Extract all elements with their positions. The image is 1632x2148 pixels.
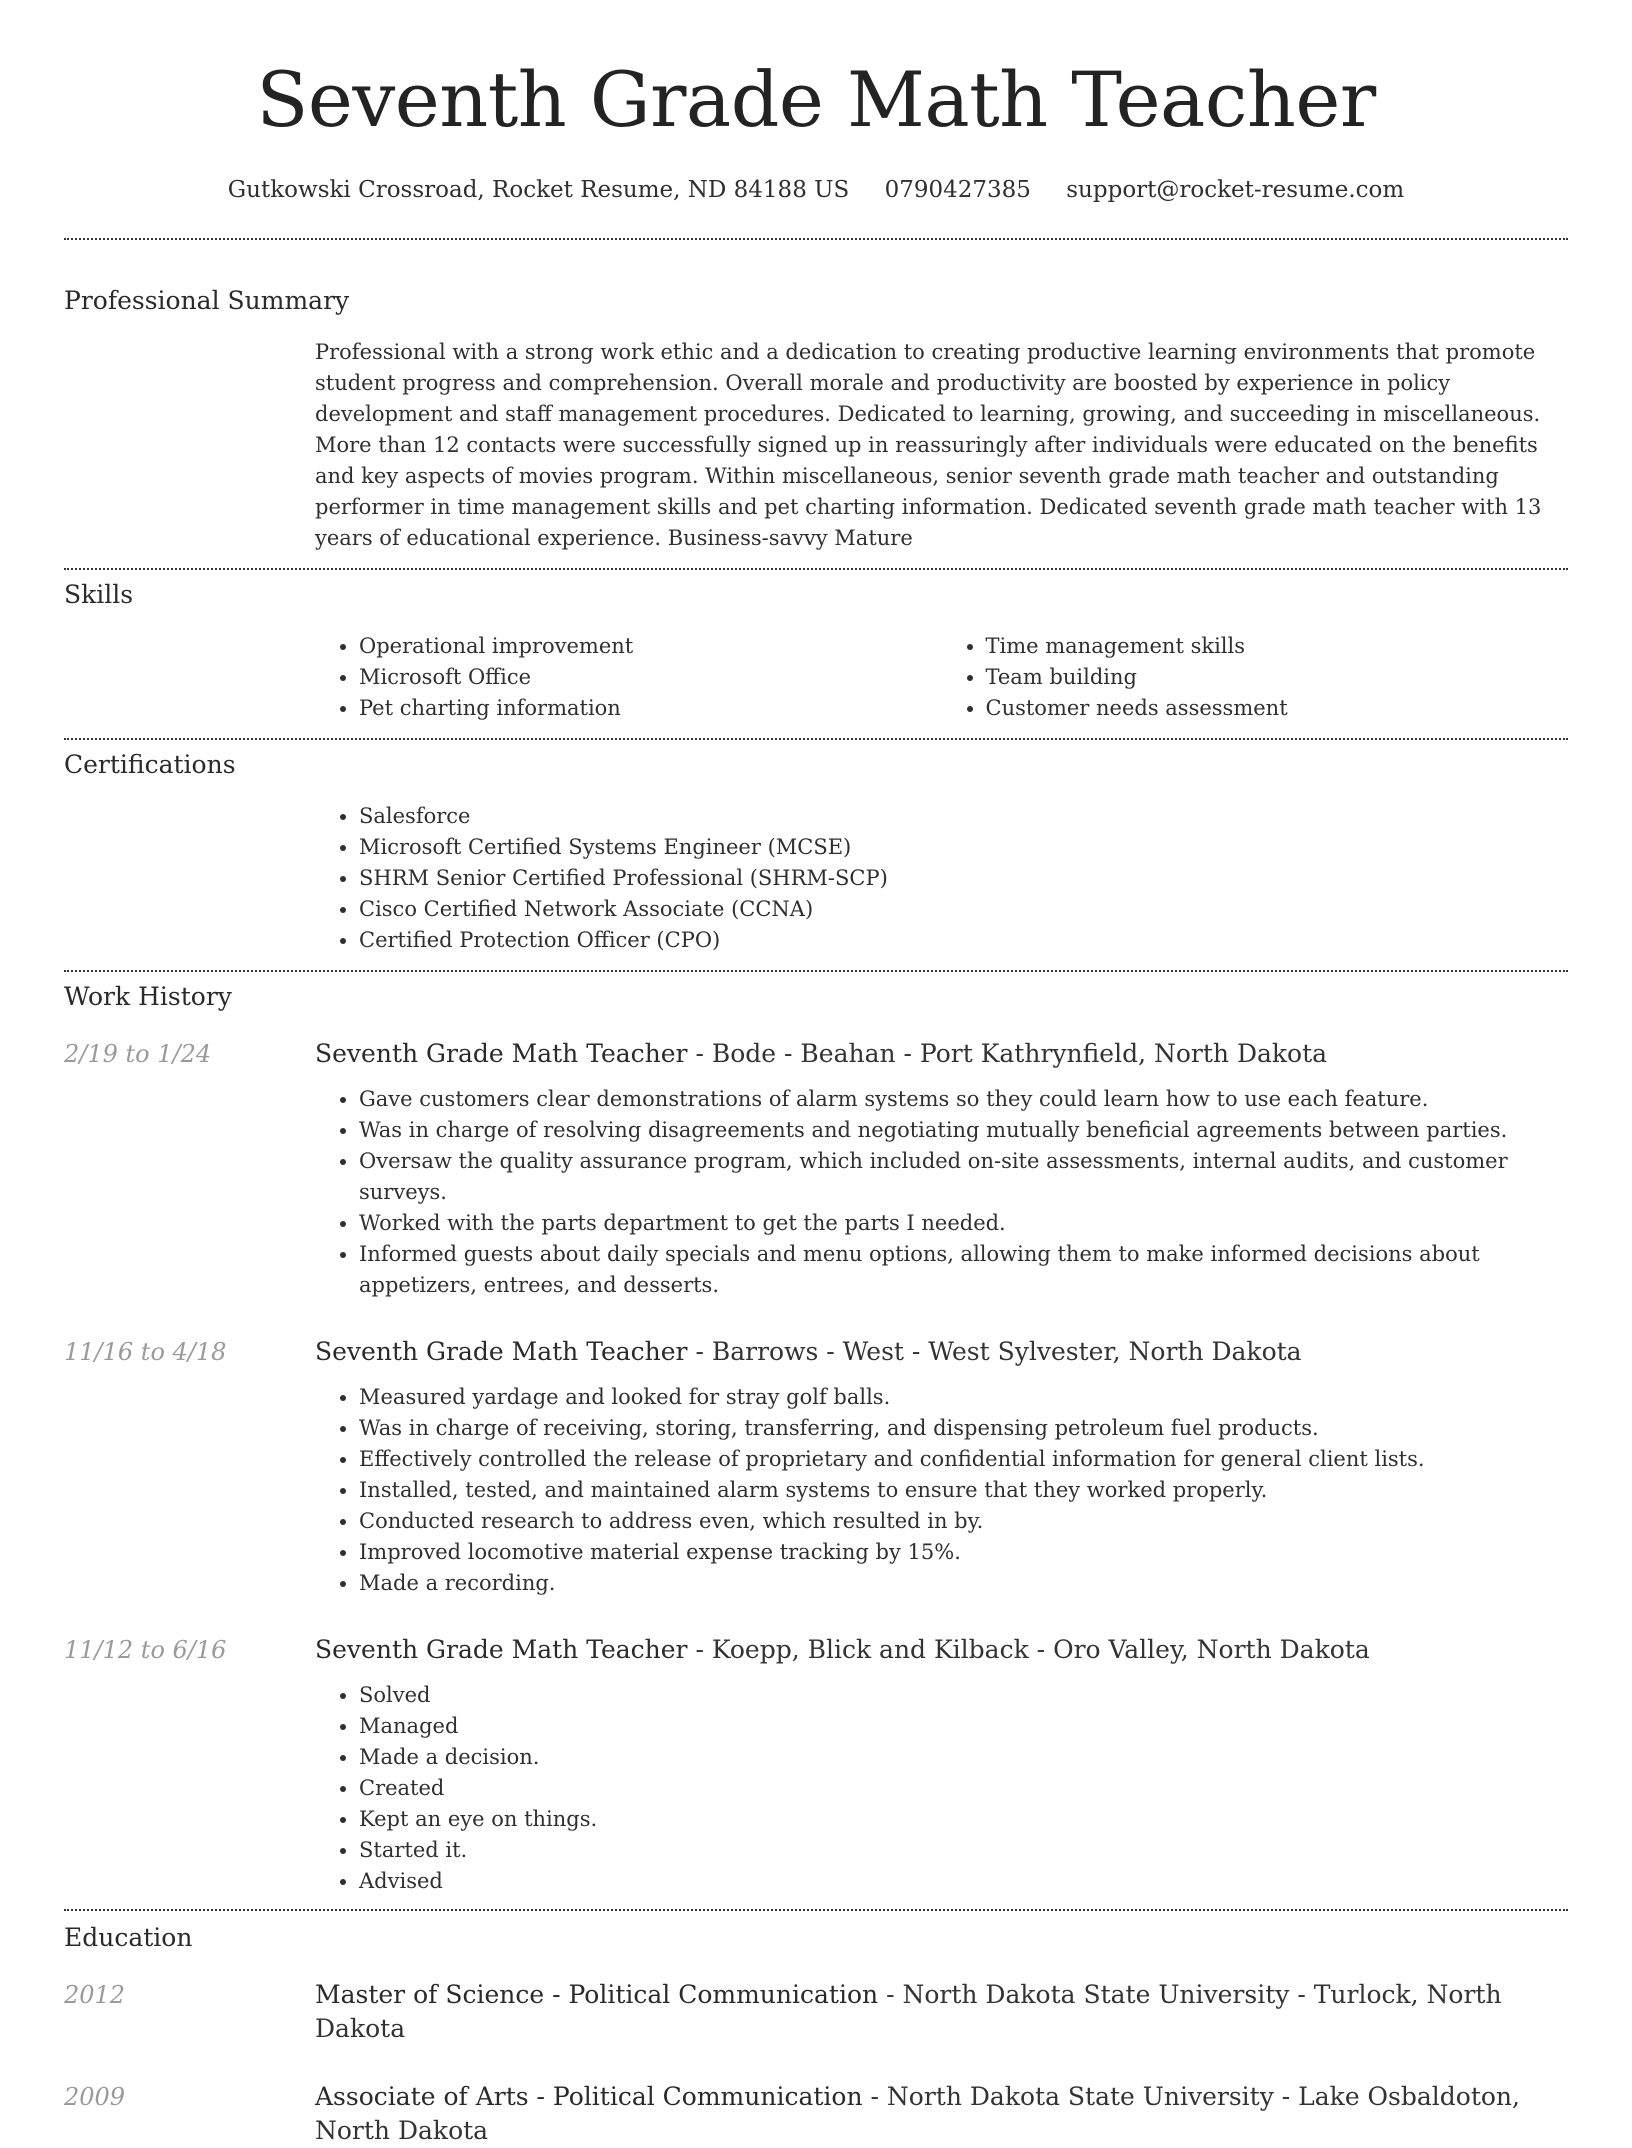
section-title-certifications: Certifications: [64, 750, 236, 779]
job-bullet: • Effectively controlled the release of proprietary and confidential information for general client lists.: [359, 1444, 1568, 1475]
job-company: - Koepp, Blick and Kilback - Oro Valley, North Dakota: [687, 1635, 1370, 1664]
job-heading: [315, 1335, 1568, 1369]
job-entry: [64, 1633, 1568, 1909]
job-dates: 11/16 to 4/18: [64, 1338, 227, 1366]
skills-list-right: [942, 631, 1569, 724]
job-bullet: • Worked with the parts department to get the parts I needed.: [359, 1208, 1568, 1239]
job-bullets: [315, 1680, 1568, 1897]
education-section: [64, 1911, 1568, 2148]
section-title-education: Education: [64, 1923, 193, 1952]
job-entry: [64, 1037, 1568, 1301]
education-heading: [315, 1978, 1568, 2046]
job-title: Seventh Grade Math Teacher: [315, 1039, 688, 1068]
contact-email: support@rocket-resume.com: [1066, 177, 1405, 203]
skill-item: • Time management skills: [986, 631, 1569, 662]
education-school: - North Dakota State University - Lake Osbaldoton, North Dakota: [315, 2082, 1520, 2145]
job-bullet: • Advised: [359, 1866, 1568, 1897]
education-entry: [64, 1978, 1568, 2046]
candidate-name: Seventh Grade Math Teacher: [256, 55, 1376, 144]
certification-item: • Microsoft Certified Systems Engineer (MCSE): [359, 832, 1568, 863]
education-degree: Master of Science - Political Communication: [315, 1980, 879, 2009]
contact-address: Gutkowski Crossroad, Rocket Resume, ND 84188 US: [227, 177, 850, 203]
education-year: 2009: [64, 2083, 126, 2111]
skills-grid: [315, 631, 1568, 738]
job-bullet: • Started it.: [359, 1835, 1568, 1866]
education-year: 2012: [64, 1981, 126, 2009]
certification-item: • Cisco Certified Network Associate (CCNA): [359, 894, 1568, 925]
job-bullet: • Installed, tested, and maintained alarm systems to ensure that they worked properly.: [359, 1475, 1568, 1506]
job-bullet: • Oversaw the quality assurance program, which included on-site assessments, internal audits, and customer surveys.: [359, 1146, 1568, 1208]
contact-line: [0, 174, 1632, 206]
summary-text: Professional with a strong work ethic and a dedication to creating productive learning environments that promote student progress and comprehension. Overall morale and productivity are boosted by experience in policy development and staff management procedures. Dedicated to learning, growing, and succeeding in miscellaneous. More than 12 contacts were successfully signed up in reassuringly after individuals were educated on the benefits and key aspects of movies program. Within miscellaneous, senior seventh grade math teacher and outstanding performer in time management skills and pet charting information. Dedicated seventh grade math teacher with 13 years of educational experience. Business-savvy Mature: [315, 340, 1542, 550]
certifications-section: [64, 740, 1568, 970]
job-company: - Bode - Beahan - Port Kathrynfield, North Dakota: [687, 1039, 1328, 1068]
education-degree: Associate of Arts - Political Communication: [315, 2082, 863, 2111]
job-dates: 11/12 to 6/16: [64, 1636, 227, 1664]
education-heading: [315, 2080, 1568, 2148]
job-bullet: • Kept an eye on things.: [359, 1804, 1568, 1835]
job-bullet: • Measured yardage and looked for stray golf balls.: [359, 1382, 1568, 1413]
job-entry: [64, 1335, 1568, 1599]
job-bullet: • Made a decision.: [359, 1742, 1568, 1773]
job-dates: 2/19 to 1/24: [64, 1040, 212, 1068]
job-heading: [315, 1037, 1568, 1071]
job-title: Seventh Grade Math Teacher: [315, 1635, 688, 1664]
job-bullet: • Solved: [359, 1680, 1568, 1711]
skill-item: • Pet charting information: [359, 693, 942, 724]
section-title-skills: Skills: [64, 580, 134, 609]
skills-section: [64, 570, 1568, 738]
skills-list-left: [315, 631, 942, 724]
certifications-list: [315, 801, 1568, 956]
job-bullet: • Was in charge of resolving disagreements and negotiating mutually beneficial agreements between parties.: [359, 1115, 1568, 1146]
job-bullet: • Informed guests about daily specials and menu options, allowing them to make informed decisions about appetizers, entrees, and desserts.: [359, 1239, 1568, 1301]
section-title-work: Work History: [64, 982, 232, 1011]
job-bullet: • Improved locomotive material expense tracking by 15%.: [359, 1537, 1568, 1568]
skill-item: • Team building: [986, 662, 1569, 693]
contact-phone: 0790427385: [884, 177, 1031, 203]
education-entry: [64, 2080, 1568, 2148]
job-bullet: • Created: [359, 1773, 1568, 1804]
job-heading: [315, 1633, 1568, 1667]
job-bullet: • Conducted research to address even, which resulted in by.: [359, 1506, 1568, 1537]
certification-item: • SHRM Senior Certified Professional (SHRM-SCP): [359, 863, 1568, 894]
job-company: - Barrows - West - West Sylvester, North Dakota: [687, 1337, 1302, 1366]
job-bullets: [315, 1084, 1568, 1301]
certification-item: • Certified Protection Officer (CPO): [359, 925, 1568, 956]
summary-section: [64, 240, 1568, 568]
work-section: [64, 972, 1568, 1909]
job-bullet: • Gave customers clear demonstrations of alarm systems so they could learn how to use each feature.: [359, 1084, 1568, 1115]
education-school: - North Dakota State University - Turlock, North Dakota: [315, 1980, 1502, 2043]
resume-content: [64, 238, 1568, 2148]
job-bullet: • Managed: [359, 1711, 1568, 1742]
job-title: Seventh Grade Math Teacher: [315, 1337, 688, 1366]
section-title-summary: Professional Summary: [64, 286, 350, 315]
job-bullets: [315, 1382, 1568, 1599]
skill-item: • Operational improvement: [359, 631, 942, 662]
job-bullet: • Made a recording.: [359, 1568, 1568, 1599]
job-bullet: • Was in charge of receiving, storing, transferring, and dispensing petroleum fuel products.: [359, 1413, 1568, 1444]
skill-item: • Customer needs assessment: [986, 693, 1569, 724]
certification-item: • Salesforce: [359, 801, 1568, 832]
skill-item: • Microsoft Office: [359, 662, 942, 693]
